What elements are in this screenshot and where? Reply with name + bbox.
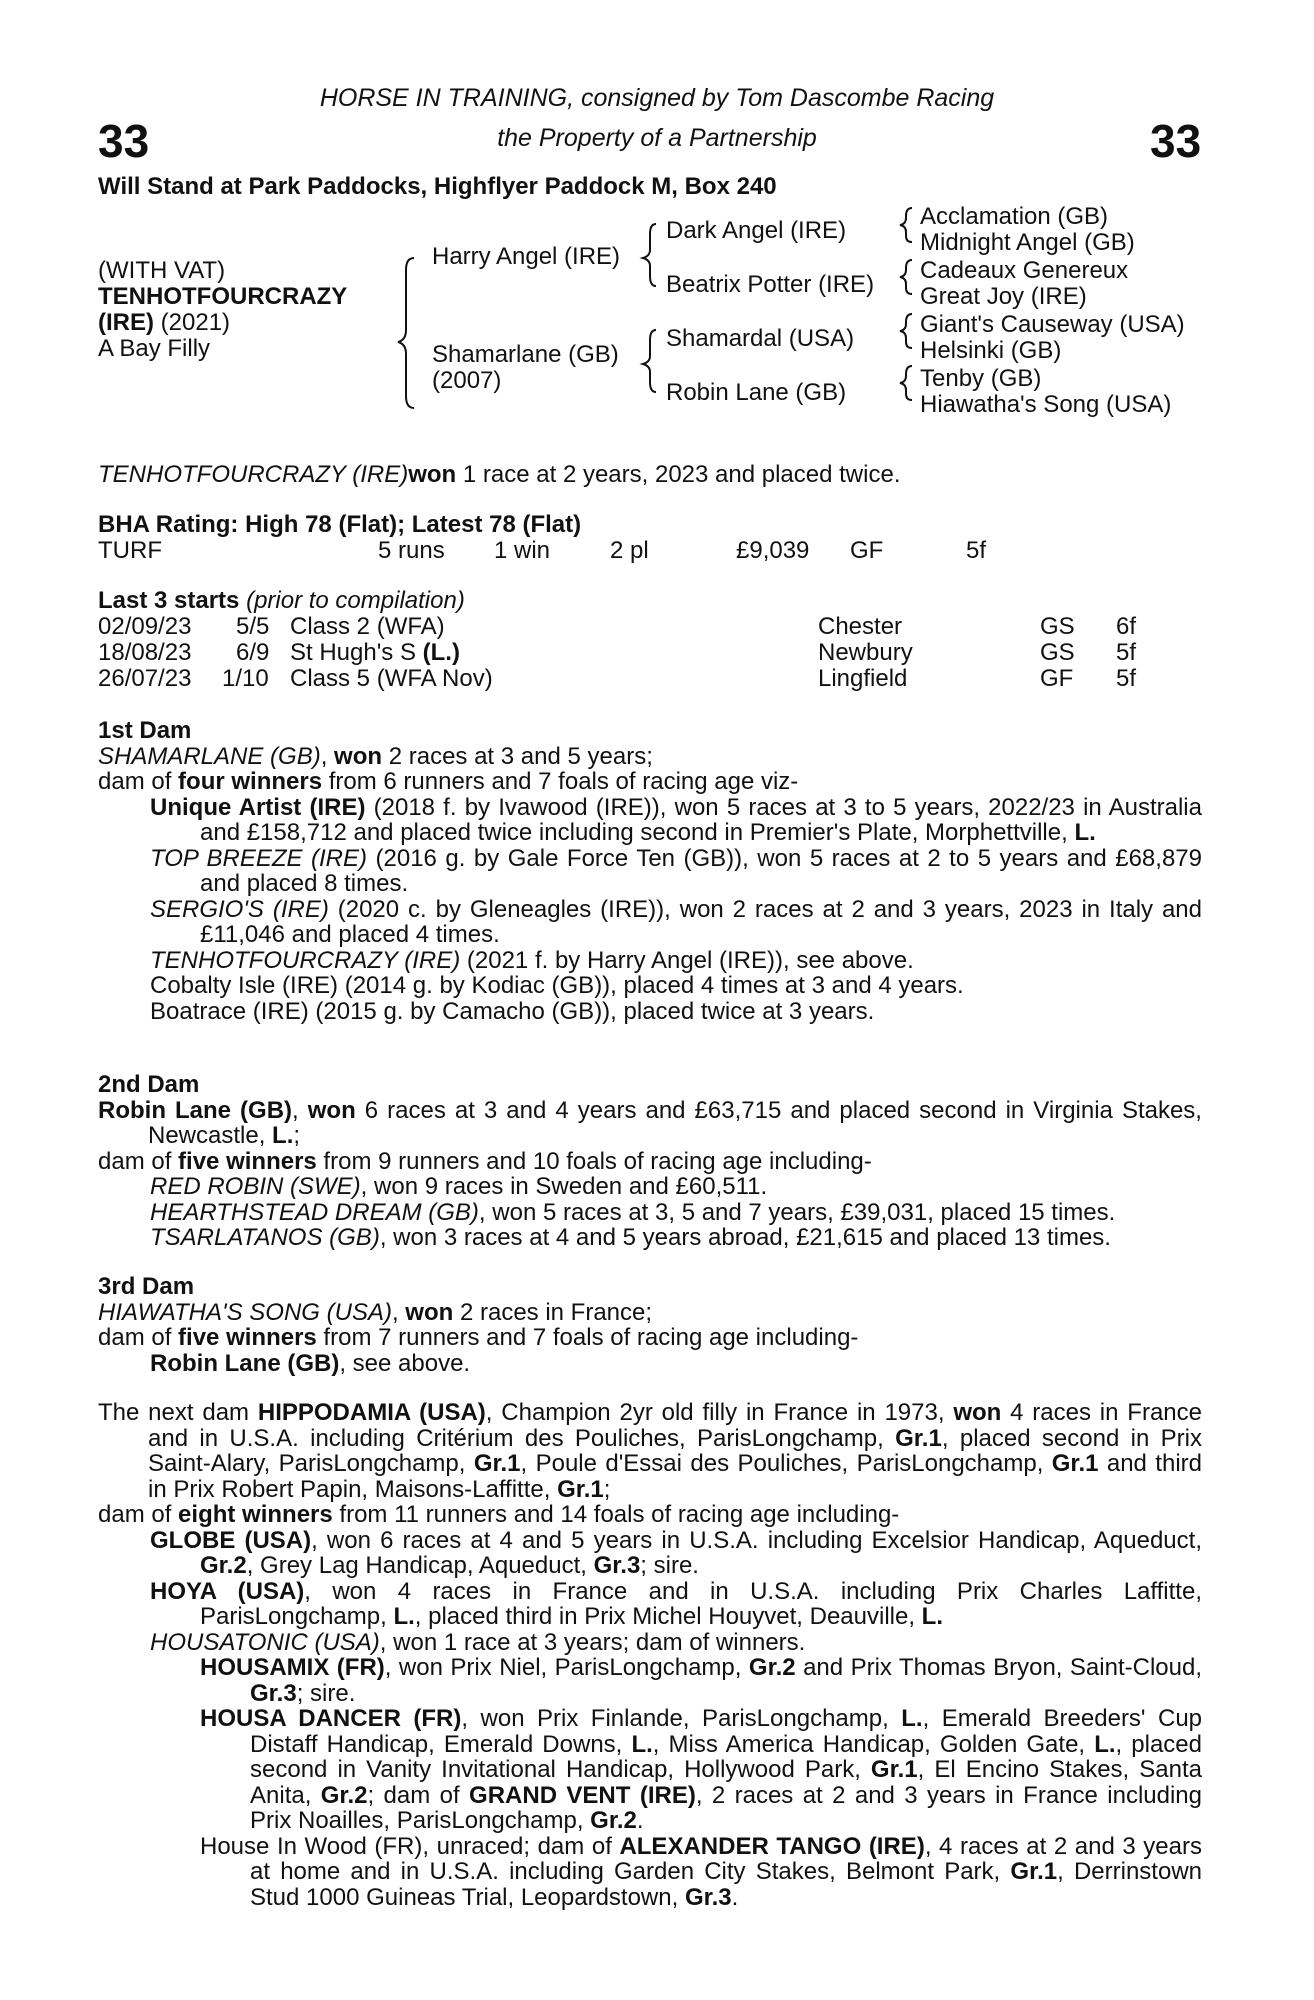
lot-number-left: 33 — [98, 115, 150, 167]
bha-rating: BHA Rating: High 78 (Flat); Latest 78 (Flat) — [98, 511, 582, 538]
third-dam-produce: dam of five winners from 7 runners and 7 foals of racing age including- — [98, 1324, 859, 1351]
list-item: GLOBE (USA), won 6 races at 4 and 5 years in U.S.A. including Excelsior Handicap, Aqueduct, Gr.2, Grey Lag Handicap, Aqueduct, Gr.3; sire. — [150, 1526, 1202, 1579]
dam-year: (2007) — [432, 367, 502, 394]
ssd: Midnight Angel (GB) — [920, 229, 1135, 256]
sire-sire: Dark Angel (IRE) — [666, 217, 847, 244]
summary-name: TENHOTFOURCRAZY (IRE) — [98, 461, 409, 488]
list-item: Unique Artist (IRE) (2018 f. by Ivawood (IRE)), won 5 races at 3 to 5 years, 2022/23 in Australia and £158,712 and placed twice including second in Premier's Plate, Morphettville, L. — [150, 793, 1202, 846]
third-dam-line: HIAWATHA'S SONG (USA), won 2 races in France; — [98, 1298, 653, 1326]
list-item: House In Wood (FR), unraced; dam of ALEXANDER TANGO (IRE), 4 races at 2 and 3 years at home and in U.S.A. including Garden City Stakes, Belmont Park, Gr.1, Derrinstown Stud 1000 Guineas Trial, Leopardstown, Gr.3. — [200, 1832, 1203, 1911]
second-dam-produce: dam of five winners from 9 runners and 10 foals of racing age including- — [98, 1147, 872, 1175]
list-item: TOP BREEZE (IRE) (2016 g. by Gale Force Ten (GB)), won 5 races at 2 to 5 years and £68,879 and placed 8 times. — [150, 844, 1202, 897]
vat-note: (WITH VAT) — [98, 257, 226, 284]
start-dist: 5f — [1116, 639, 1137, 666]
race-name: Class 5 (WFA Nov) — [290, 665, 493, 692]
start-race — [290, 614, 445, 640]
list-item: TENHOTFOURCRAZY (IRE) (2021 f. by Harry Angel (IRE)), see above. — [150, 946, 914, 974]
first-dam-section — [98, 718, 1202, 1024]
list-item: RED ROBIN (SWE), won 9 races in Sweden and £60,511. — [150, 1173, 768, 1200]
list-item: HOUSAMIX (FR), won Prix Niel, ParisLongchamp, Gr.2 and Prix Thomas Bryon, Saint-Cloud, Gr.3; sire. — [200, 1654, 1202, 1707]
rating-prize: £9,039 — [736, 537, 810, 564]
second-dam-line: Robin Lane (GB), won 6 races at 3 and 4 years and £63,715 and placed second in Virginia Stakes, Newcastle, L.; — [98, 1096, 1202, 1149]
last3-heading — [98, 588, 465, 614]
first-dam-produce: dam of four winners from 6 runners and 7 foals of racing age viz- — [98, 768, 799, 795]
horse-country: (IRE) — [98, 309, 154, 336]
sds: Cadeaux Genereux — [920, 257, 1129, 284]
dam: Shamarlane (GB) — [432, 341, 619, 368]
start-date: 26/07/23 — [98, 665, 192, 692]
list-item: SERGIO'S (IRE) (2020 c. by Gleneagles (IRE)), won 2 races at 2 and 3 years, 2023 in Italy and £11,046 and placed 4 times. — [150, 895, 1202, 948]
second-dam-heading: 2nd Dam — [98, 1071, 200, 1098]
race-name: Class 2 (WFA) — [290, 613, 445, 640]
rating-placed: 2 pl — [610, 537, 649, 564]
rating-surface: TURF — [98, 537, 162, 564]
dam-sire: Shamardal (USA) — [666, 325, 855, 352]
race-name: St Hugh's S — [290, 639, 423, 666]
last3-title: Last 3 starts — [98, 587, 240, 614]
start-course: Lingfield — [818, 665, 908, 692]
start-date: 02/09/23 — [98, 613, 192, 640]
next-dam-section — [98, 1400, 1202, 1910]
next-dam-produce: dam of eight winners from 11 runners and 14 foals of racing age including- — [98, 1501, 900, 1528]
lot-title: HORSE IN TRAINING, consigned by Tom Dascombe Racing — [319, 84, 995, 112]
start-date: 18/08/23 — [98, 639, 192, 666]
sdd: Great Joy (IRE) — [920, 283, 1087, 310]
summary-won: won — [408, 461, 457, 488]
rating-going: GF — [850, 537, 884, 564]
sss: Acclamation (GB) — [920, 203, 1109, 230]
list-item: HOUSATONIC (USA), won 1 race at 3 years; dam of winners. — [150, 1628, 806, 1656]
list-item: Cobalty Isle (IRE) (2014 g. by Kodiac (GB)), placed 4 times at 3 and 4 years. — [150, 972, 964, 999]
second-dam-section — [98, 1072, 1202, 1251]
start-race — [290, 640, 460, 666]
first-dam-line: SHAMARLANE (GB), won 2 races at 3 and 5 years; — [98, 742, 653, 770]
start-pos: 6/9 — [236, 639, 270, 666]
third-dam-heading: 3rd Dam — [98, 1273, 195, 1300]
dam-dam: Robin Lane (GB) — [666, 379, 847, 406]
ddd: Hiawatha's Song (USA) — [920, 391, 1172, 418]
rating-runs: 5 runs — [378, 537, 445, 564]
start-pos: 1/10 — [222, 665, 269, 692]
dss: Giant's Causeway (USA) — [920, 311, 1185, 338]
dsd: Helsinki (GB) — [920, 337, 1062, 364]
rating-dist: 5f — [966, 537, 987, 564]
start-course: Chester — [818, 613, 903, 640]
start-course: Newbury — [818, 639, 913, 666]
race-grade: (L.) — [422, 639, 460, 666]
third-dam-section — [98, 1274, 1202, 1376]
list-item: HOUSA DANCER (FR), won Prix Finlande, ParisLongchamp, L., Emerald Breeders' Cup Distaff Handicap, Emerald Downs, L., Miss America Handicap, Golden Gate, L., placed second in Vanity Invitational Handicap, Hollywood Park, Gr.1, El Encino Stakes, Santa Anita, Gr.2; dam of GRAND VENT (IRE), 2 races at 2 and 3 years in France including Prix Noailles, ParisLongchamp, Gr.2. — [200, 1705, 1203, 1834]
next-dam-line: The next dam HIPPODAMIA (USA), Champion 2yr old filly in France in 1973, won 4 races in France and in U.S.A. including Critérium des Pouliches, ParisLongchamp, Gr.1, placed second in Prix Saint-Alary, ParisLongchamp, Gr.1, Poule d'Essai des Pouliches, ParisLongchamp, Gr.1 and third in Prix Robert Papin, Maisons-Laffitte, Gr.1; — [98, 1399, 1203, 1503]
sire-dam: Beatrix Potter (IRE) — [666, 271, 875, 298]
sire: Harry Angel (IRE) — [432, 243, 621, 270]
list-item: HEARTHSTEAD DREAM (GB), won 5 races at 3, 5 and 7 years, £39,031, placed 15 times. — [150, 1198, 1116, 1226]
first-dam-heading: 1st Dam — [98, 717, 192, 744]
race-summary — [98, 462, 901, 488]
stand-location: Will Stand at Park Paddocks, Highflyer Paddock M, Box 240 — [98, 173, 777, 200]
horse-name: TENHOTFOURCRAZY — [98, 283, 348, 310]
rating-wins: 1 win — [494, 537, 551, 564]
list-item: Robin Lane (GB), see above. — [150, 1349, 471, 1377]
summary-rest: 1 race at 2 years, 2023 and placed twice. — [456, 461, 901, 488]
list-item: TSARLATANOS (GB), won 3 races at 4 and 5 years abroad, £21,615 and placed 13 times. — [150, 1224, 1111, 1251]
dds: Tenby (GB) — [920, 365, 1042, 392]
start-going: GF — [1040, 665, 1074, 692]
list-item: Boatrace (IRE) (2015 g. by Camacho (GB)), placed twice at 3 years. — [150, 997, 875, 1025]
start-pos: 5/5 — [236, 613, 270, 640]
start-dist: 6f — [1116, 613, 1137, 640]
start-dist: 5f — [1116, 665, 1137, 692]
horse-description: A Bay Filly — [98, 335, 211, 362]
horse-year: (2021) — [154, 309, 231, 336]
start-going: GS — [1040, 613, 1075, 640]
start-going: GS — [1040, 639, 1075, 666]
last3-note: (prior to compilation) — [239, 587, 465, 614]
start-race — [290, 666, 493, 692]
list-item: HOYA (USA), won 4 races in France and in U.S.A. including Prix Charles Laffitte, ParisLongchamp, L., placed third in Prix Michel Houyvet, Deauville, L. — [150, 1577, 1202, 1630]
lot-subtitle: the Property of a Partnership — [497, 124, 817, 152]
lot-number-right: 33 — [1150, 115, 1202, 167]
